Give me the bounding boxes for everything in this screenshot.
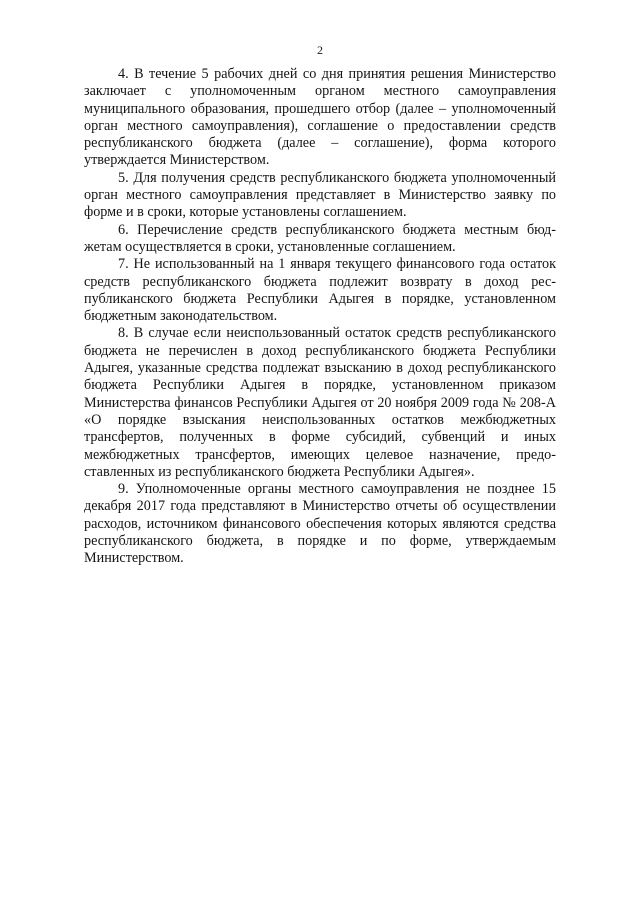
- paragraph-6: 6. Перечисление средств республиканского бюджета местным бюджетам осуществляется в сроки, установленные соглашением.: [84, 221, 556, 255]
- paragraph-9: 9. Уполномоченные органы местного самоуправления не позднее 15 декабря 2017 года представляют в Министерство отчеты об осуществлении расходов, источником финансового обеспечения которых являются средства республиканского бюджета, в порядке и по форме, утверждаемым Министерством.: [84, 481, 556, 567]
- paragraph-4: 4. В течение 5 рабочих дней со дня принятия решения Министерство заключает с уполномоченным органом местного самоуправления муниципального образования, прошедшего отбор (далее – уполномоченный орган местного самоуправления), соглашение о предоставлении средств республиканского бюджета (далее – соглашение), форма которого утверждается Министерством.: [84, 66, 556, 169]
- paragraph-7: 7. Не использованный на 1 января текущего финансового года остаток средств республиканского бюджета подлежит возврату в доход республиканского бюджета Республики Адыгея в порядке, установленном бюджетным законодательством.: [84, 256, 556, 325]
- paragraph-8: 8. В случае если неиспользованный остаток средств республиканского бюджета не перечислен в доход республиканского бюджета Республики Адыгея, указанные средства подлежат взысканию в доход республиканского бюджета Республики Адыгея в порядке, установленном приказом Министерства финансов Республики Адыгея от 20 ноября 2009 года № 208-А «О порядке взыскания неиспользованных остатков межбюджетных трансфертов, полученных в форме субсидий, субвенций и иных межбюджетных трансфертов, имеющих целевое назначение, предоставленных из республиканского бюджета Республики Адыгея».: [84, 325, 556, 480]
- page-number: 2: [317, 43, 323, 57]
- document-body: [84, 66, 556, 568]
- paragraph-5: 5. Для получения средств республиканского бюджета уполномоченный орган местного самоуправления представляет в Министерство заявку по форме и в сроки, которые установлены соглашением.: [84, 169, 556, 221]
